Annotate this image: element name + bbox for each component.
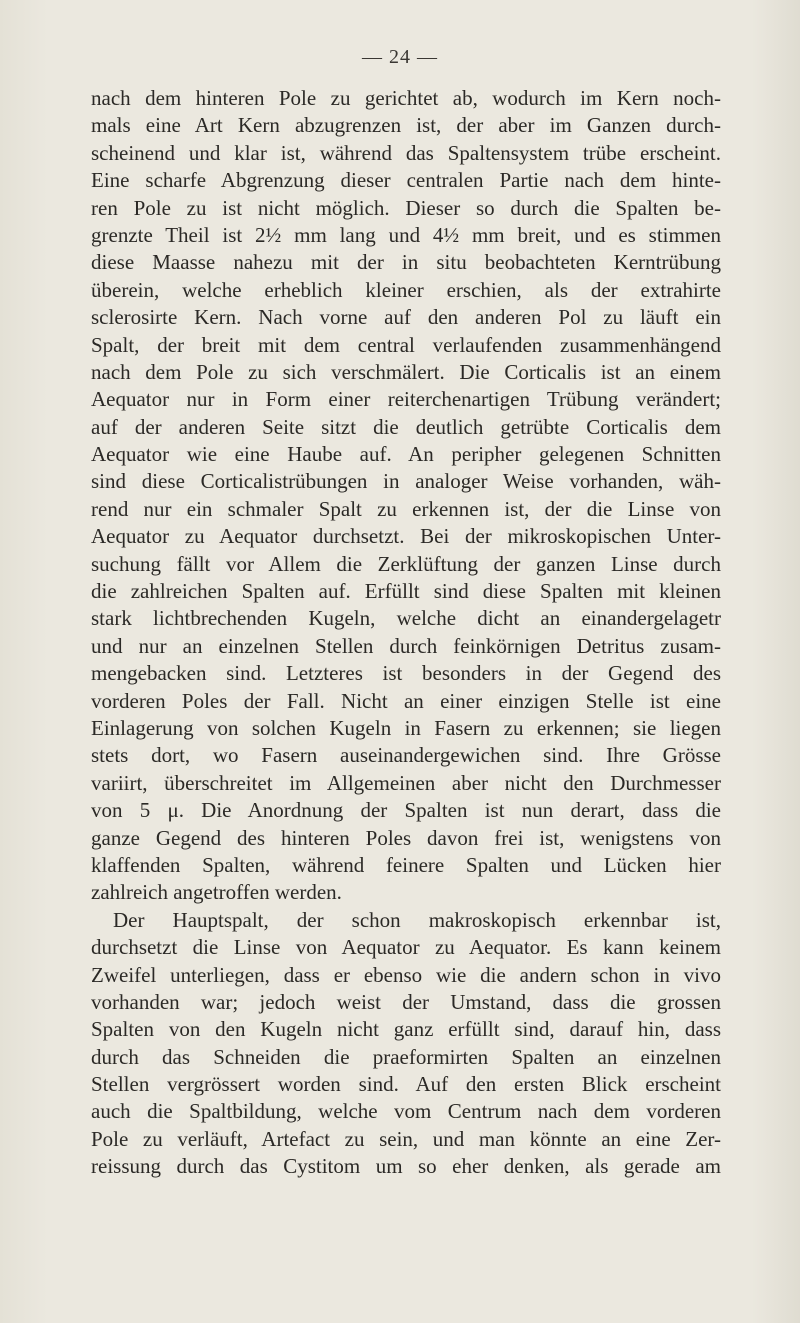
text-line: Aequator wie eine Haube auf. An peripher gelegenen Schnitten [91,442,721,467]
text-line: mals eine Art Kern abzugrenzen ist, der aber im Ganzen durch- [91,113,721,138]
text-line-paragraph-start: Der Hauptspalt, der schon makroskopisch erkennbar ist, [113,907,721,932]
text-line-paragraph-end: zahlreich angetroffen werden. [91,880,342,905]
text-line: vorhanden war; jedoch weist der Umstand, dass die grossen [91,989,721,1014]
text-line: rend nur ein schmaler Spalt zu erkennen ist, der die Linse von [91,496,721,521]
text-line: sclerosirte Kern. Nach vorne auf den anderen Pol zu läuft ein [91,305,721,330]
text-line: ganze Gegend des hinteren Poles davon frei ist, wenigstens von [91,825,721,850]
text-line: überein, welche erheblich kleiner erschien, als der extrahirte [91,277,721,302]
text-line: Eine scharfe Abgrenzung dieser centralen Partie nach dem hinte- [91,168,721,193]
text-line: Zweifel unterliegen, dass er ebenso wie die andern schon in vivo [91,962,721,987]
text-line: scheinend und klar ist, während das Spaltensystem trübe erscheint. [91,140,721,165]
text-line: reissung durch das Cystitom um so eher denken, als gerade am [91,1154,721,1179]
text-line: suchung fällt vor Allem die Zerklüftung der ganzen Linse durch [91,551,721,576]
page-number: — 24 — [362,46,438,68]
text-line: nach dem Pole zu sich verschmälert. Die Corticalis ist an einem [91,359,721,384]
text-line: grenzte Theil ist 2½ mm lang und 4½ mm breit, und es stimmen [91,222,721,247]
text-line: vorderen Poles der Fall. Nicht an einer einzigen Stelle ist eine [91,688,721,713]
text-line: variirt, überschreitet im Allgemeinen aber nicht den Durchmesser [91,770,721,795]
text-line: durch das Schneiden die praeformirten Spalten an einzelnen [91,1044,721,1069]
text-line: diese Maasse nahezu mit der in situ beobachteten Kerntrübung [91,250,721,275]
text-line: Einlagerung von solchen Kugeln in Fasern zu erkennen; sie liegen [91,715,721,740]
text-line: Aequator zu Aequator durchsetzt. Bei der mikroskopischen Unter- [91,524,721,549]
text-line: und nur an einzelnen Stellen durch feinkörnigen Detritus zusam- [91,633,721,658]
text-line: Spalt, der breit mit dem central verlaufenden zusammenhängend [91,332,721,357]
text-line: stark lichtbrechenden Kugeln, welche dicht an einandergelagetr [91,606,721,631]
text-line: mengebacken sind. Letzteres ist besonders in der Gegend des [91,661,721,686]
text-line: Spalten von den Kugeln nicht ganz erfüllt sind, darauf hin, dass [91,1017,721,1042]
text-line: sind diese Corticalistrübungen in analoger Weise vorhanden, wäh- [91,469,721,494]
text-line: durchsetzt die Linse von Aequator zu Aequator. Es kann keinem [91,935,721,960]
text-line: von 5 μ. Die Anordnung der Spalten ist nun derart, dass die [91,798,721,823]
text-line: auf der anderen Seite sitzt die deutlich getrübte Corticalis dem [91,414,721,439]
text-line: nach dem hinteren Pole zu gerichtet ab, wodurch im Kern noch- [91,86,721,110]
body-text [91,85,721,1181]
text-line: auch die Spaltbildung, welche vom Centrum nach dem vorderen [91,1099,721,1124]
text-line: klaffenden Spalten, während feinere Spalten und Lücken hier [91,852,721,877]
text-line: ren Pole zu ist nicht möglich. Dieser so durch die Spalten be- [91,195,721,220]
text-line: stets dort, wo Fasern auseinandergewichen sind. Ihre Grösse [91,743,721,768]
text-line: die zahlreichen Spalten auf. Erfüllt sind diese Spalten mit kleinen [91,579,721,604]
text-line: Stellen vergrössert worden sind. Auf den ersten Blick erscheint [91,1072,721,1097]
text-line: Pole zu verläuft, Artefact zu sein, und man könnte an eine Zer- [91,1126,721,1151]
text-line: Aequator nur in Form einer reiterchenartigen Trübung verändert; [91,387,721,412]
